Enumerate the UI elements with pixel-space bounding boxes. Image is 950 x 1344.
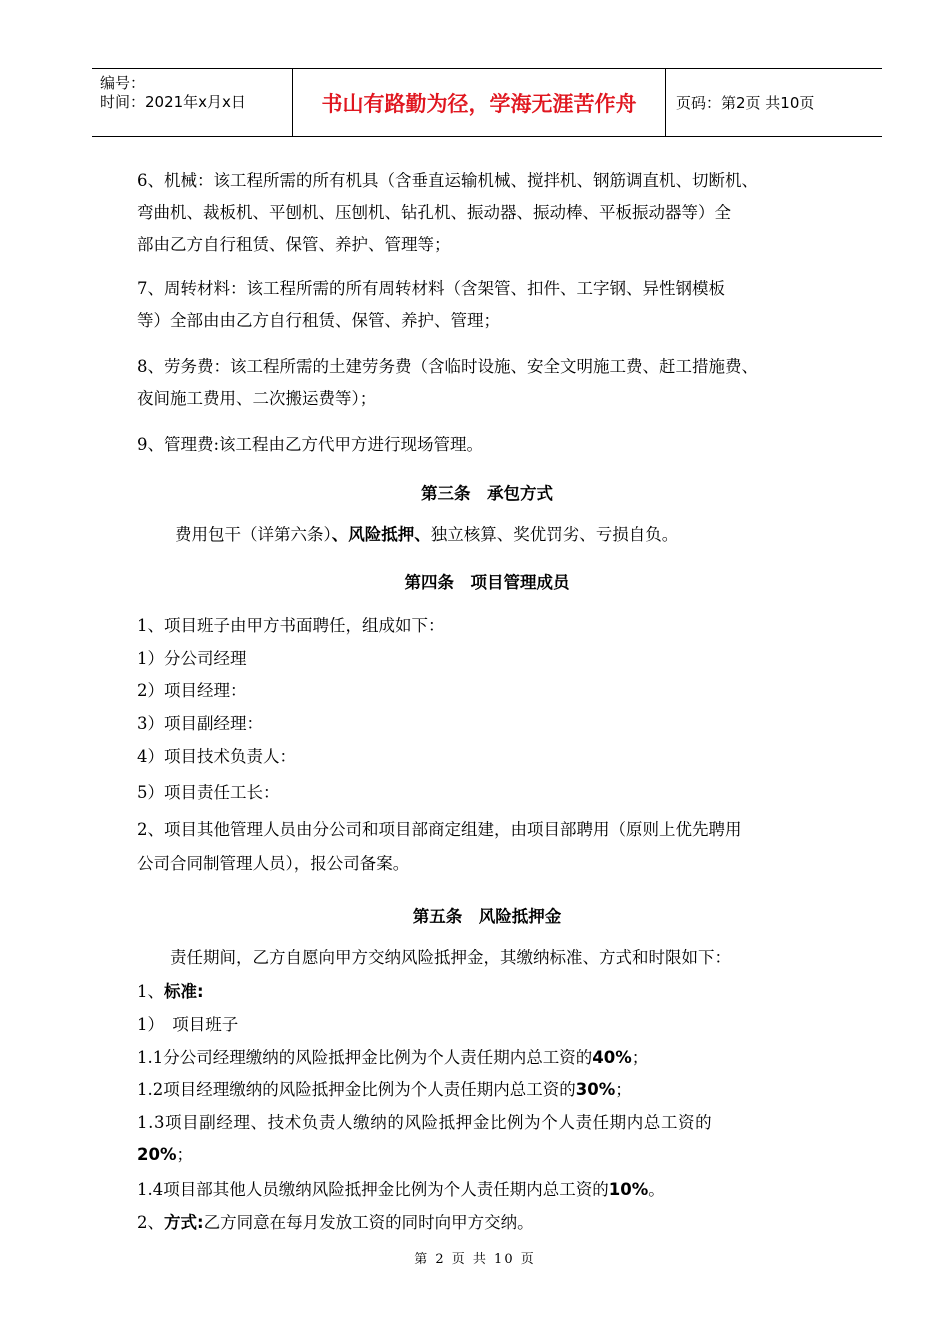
section-heading-5: 第五条 风险抵押金 bbox=[412, 907, 562, 926]
team-subitem-5: 5）项目责任工长： bbox=[137, 783, 280, 802]
deposit-rule-1-4-pct: 10% bbox=[608, 1180, 649, 1199]
team-item-2-line2: 公司合同制管理人员），报公司备案。 bbox=[137, 854, 410, 873]
section-heading-4: 第四条 项目管理成员 bbox=[404, 573, 570, 592]
deposit-intro: 责任期间，乙方自愿向甲方交纳风险抵押金，其缴纳标准、方式和时限如下： bbox=[170, 948, 731, 967]
team-subitem-3: 3）项目副经理： bbox=[137, 714, 263, 733]
clause-item-6-line2: 弯曲机、裁板机、平刨机、压刨机、钻孔机、振动器、振动棒、平板振动器等）全 bbox=[137, 203, 731, 222]
deposit-item-2-text: 乙方同意在每月发放工资的同时向甲方交纳。 bbox=[203, 1213, 534, 1232]
header-meta-cell bbox=[92, 69, 293, 136]
clause-item-6-line1: 6、机械：该工程所需的所有机具（含垂直运输机械、搅拌机、钢筋调直机、切断机、 bbox=[137, 171, 758, 190]
deposit-item-1-num: 1、 bbox=[137, 982, 164, 1001]
deposit-subitem-team: 1） 项目班子 bbox=[137, 1015, 239, 1034]
deposit-rule-1-3-pct: 20% bbox=[137, 1145, 177, 1164]
deposit-item-2-label: 方式: bbox=[164, 1213, 204, 1232]
clause-item-7-line2: 等）全部由由乙方自行租赁、保管、养护、管理； bbox=[137, 311, 500, 330]
deposit-rule-1-3-end: ； bbox=[176, 1145, 193, 1164]
deposit-rule-1-3-line2 bbox=[137, 1138, 857, 1171]
clause-item-8-line2: 夜间施工费用、二次搬运费等）； bbox=[137, 389, 377, 408]
contract-mode-pre: 费用包干（详第六条） bbox=[175, 525, 332, 544]
team-item-2-line1: 2、项目其他管理人员由分公司和项目部商定组建，由项目部聘用（原则上优先聘用 bbox=[137, 820, 742, 839]
deposit-item-1 bbox=[137, 975, 857, 1008]
page-footer: 第 2 页 共 10 页 bbox=[414, 1252, 536, 1267]
page-header bbox=[92, 68, 882, 137]
contract-mode-bold: 、风险抵押、 bbox=[331, 525, 431, 544]
contract-mode-text bbox=[175, 518, 895, 551]
deposit-rule-1-2-end: ； bbox=[615, 1080, 632, 1099]
team-item-1: 1、项目班子由甲方书面聘任，组成如下： bbox=[137, 616, 445, 635]
deposit-item-1-label: 标准: bbox=[164, 982, 204, 1001]
clause-item-9: 9、管理费:该工程由乙方代甲方进行现场管理。 bbox=[137, 435, 484, 454]
clause-item-6-line3: 部由乙方自行租赁、保管、养护、管理等； bbox=[137, 235, 451, 254]
section-heading-3: 第三条 承包方式 bbox=[421, 484, 553, 503]
deposit-rule-1-2-text: 1.2项目经理缴纳的风险抵押金比例为个人责任期内总工资的 bbox=[137, 1080, 576, 1099]
deposit-rule-1-4-end: 。 bbox=[648, 1180, 665, 1199]
clause-item-7-line1: 7、周转材料：该工程所需的所有周转材料（含架管、扣件、工字钢、异性钢模板 bbox=[137, 279, 725, 298]
deposit-rule-1-2-pct: 30% bbox=[575, 1080, 616, 1099]
deposit-rule-1-1 bbox=[137, 1041, 857, 1074]
deposit-rule-1-3-line1: 1.3项目副经理、技术负责人缴纳的风险抵押金比例为个人责任期内总工资的 bbox=[137, 1113, 713, 1132]
number-label: 编号： bbox=[100, 74, 146, 92]
header-motto: 书山有路勤为径，学海无涯苦作舟 bbox=[293, 69, 666, 136]
team-subitem-2: 2）项目经理： bbox=[137, 681, 247, 700]
contract-mode-post: 独立核算、奖优罚劣、亏损自负。 bbox=[430, 525, 679, 544]
header-page-label: 页码：第2页 共10页 bbox=[676, 94, 815, 112]
deposit-rule-1-1-end: ； bbox=[631, 1048, 649, 1067]
deposit-rule-1-1-text: 1.1分公司经理缴纳的风险抵押金比例为个人责任期内总工资的 bbox=[137, 1048, 593, 1067]
deposit-rule-1-1-pct: 40% bbox=[592, 1048, 632, 1067]
team-subitem-4: 4）项目技术负责人： bbox=[137, 747, 296, 766]
time-label: 时间：2021年x月x日 bbox=[100, 93, 246, 111]
deposit-item-2 bbox=[137, 1206, 857, 1239]
clause-item-8-line1: 8、劳务费：该工程所需的土建劳务费（含临时设施、安全文明施工费、赶工措施费、 bbox=[137, 357, 758, 376]
team-subitem-1: 1）分公司经理 bbox=[137, 649, 247, 668]
deposit-rule-1-4 bbox=[137, 1173, 857, 1206]
deposit-item-2-num: 2、 bbox=[137, 1213, 164, 1232]
deposit-rule-1-2 bbox=[137, 1073, 857, 1106]
deposit-rule-1-4-text: 1.4项目部其他人员缴纳风险抵押金比例为个人责任期内总工资的 bbox=[137, 1180, 609, 1199]
